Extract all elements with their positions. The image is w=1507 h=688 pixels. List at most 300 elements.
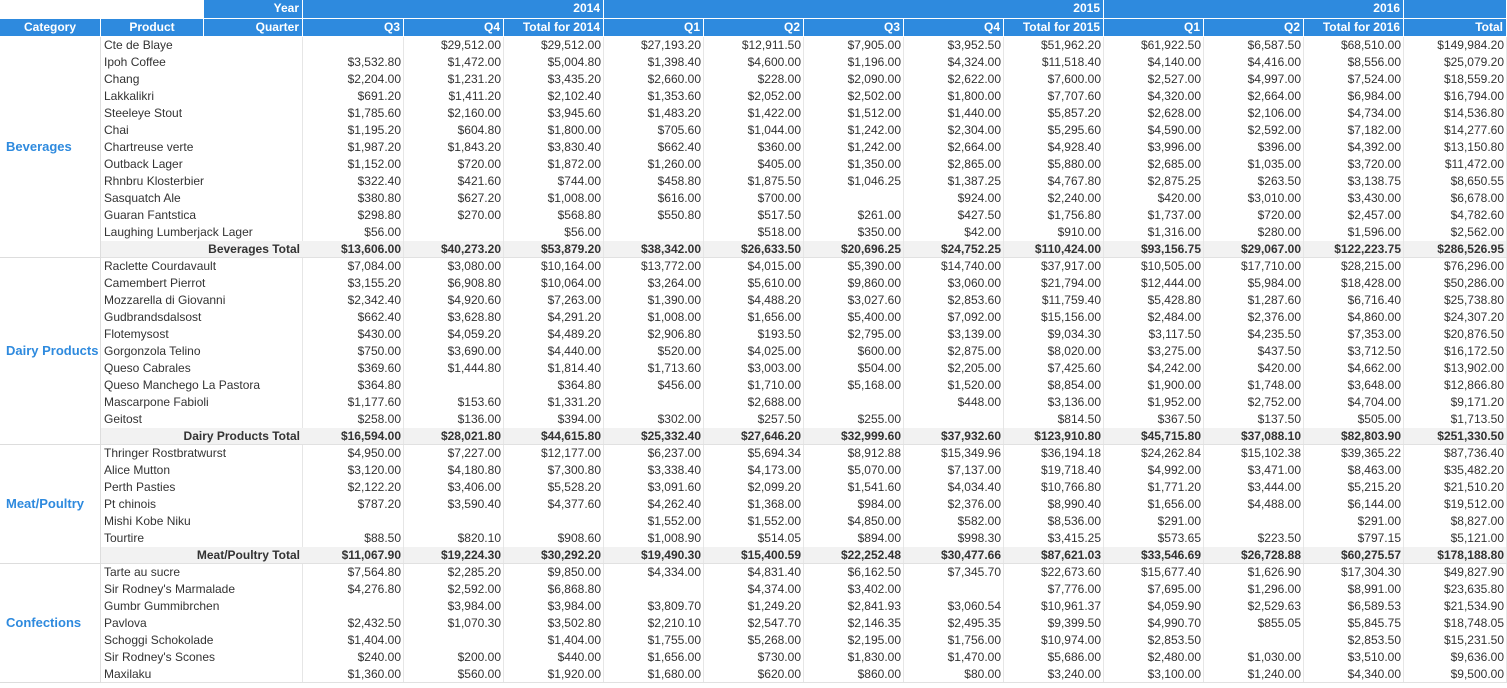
- value-cell: $4,377.60: [504, 496, 604, 513]
- value-cell: $1,404.00: [504, 632, 604, 649]
- value-cell: $4,320.00: [1104, 88, 1204, 105]
- year-header-label: Year: [204, 0, 303, 19]
- value-cell: $3,139.00: [904, 326, 1004, 343]
- value-cell: $3,712.50: [1304, 343, 1404, 360]
- product-cell: Raclette Courdavault: [101, 258, 303, 275]
- value-cell: $5,845.75: [1304, 615, 1404, 632]
- value-cell: $228.00: [704, 71, 804, 88]
- product-cell: Geitost: [101, 411, 303, 428]
- value-cell: $2,622.00: [904, 71, 1004, 88]
- value-cell: $255.00: [804, 411, 904, 428]
- value-cell: $369.60: [303, 360, 404, 377]
- value-cell: $518.00: [704, 224, 804, 241]
- value-cell: $620.00: [704, 666, 804, 683]
- category-cell[interactable]: Dairy Products: [0, 258, 101, 445]
- value-cell: $6,678.00: [1404, 190, 1507, 207]
- value-cell: $9,860.00: [804, 275, 904, 292]
- value-cell: $2,205.00: [904, 360, 1004, 377]
- value-cell: $7,564.80: [303, 564, 404, 581]
- product-cell: Sir Rodney's Marmalade: [101, 581, 303, 598]
- value-cell: $56.00: [504, 224, 604, 241]
- value-cell: $6,589.53: [1304, 598, 1404, 615]
- value-cell: $35,482.20: [1404, 462, 1507, 479]
- value-cell: $3,996.00: [1104, 139, 1204, 156]
- value-cell: $2,527.00: [1104, 71, 1204, 88]
- year-header-2015[interactable]: 2015: [604, 0, 1104, 19]
- value-cell: $5,295.60: [1004, 122, 1104, 139]
- value-cell: $3,155.20: [303, 275, 404, 292]
- value-cell: $3,590.40: [404, 496, 504, 513]
- year-header-2016[interactable]: 2016: [1104, 0, 1404, 19]
- value-cell: $1,196.00: [804, 54, 904, 71]
- value-cell: $5,168.00: [804, 377, 904, 394]
- value-cell: $3,060.00: [904, 275, 1004, 292]
- value-cell: $3,628.80: [404, 309, 504, 326]
- value-cell: $560.00: [404, 666, 504, 683]
- quarter-header[interactable]: Q3: [804, 19, 904, 37]
- value-cell: $7,707.60: [1004, 88, 1104, 105]
- subtotal-cell: $178,188.80: [1404, 547, 1507, 564]
- value-cell: $322.40: [303, 173, 404, 190]
- quarter-header[interactable]: Q1: [1104, 19, 1204, 37]
- value-cell: $5,880.00: [1004, 156, 1104, 173]
- value-cell: [604, 394, 704, 411]
- value-cell: $4,235.50: [1204, 326, 1304, 343]
- value-cell: [303, 37, 404, 54]
- value-cell: $29,512.00: [404, 37, 504, 54]
- subtotal-label: Dairy Products Total: [101, 428, 303, 445]
- value-cell: $2,592.00: [404, 581, 504, 598]
- value-cell: $2,685.00: [1104, 156, 1204, 173]
- value-cell: $2,660.00: [604, 71, 704, 88]
- value-cell: $3,117.50: [1104, 326, 1204, 343]
- value-cell: $2,160.00: [404, 105, 504, 122]
- value-cell: $2,752.00: [1204, 394, 1304, 411]
- value-cell: $19,718.40: [1004, 462, 1104, 479]
- product-cell: Steeleye Stout: [101, 105, 303, 122]
- value-cell: $7,300.80: [504, 462, 604, 479]
- value-cell: $80.00: [904, 666, 1004, 683]
- product-cell: Chai: [101, 122, 303, 139]
- subtotal-cell: $44,615.80: [504, 428, 604, 445]
- value-cell: $8,536.00: [1004, 513, 1104, 530]
- value-cell: $1,353.60: [604, 88, 704, 105]
- value-cell: $364.80: [303, 377, 404, 394]
- value-cell: $17,710.00: [1204, 258, 1304, 275]
- value-cell: $1,260.00: [604, 156, 704, 173]
- value-cell: $280.00: [1204, 224, 1304, 241]
- value-cell: [303, 598, 404, 615]
- value-cell: $3,690.00: [404, 343, 504, 360]
- value-cell: $1,422.00: [704, 105, 804, 122]
- value-cell: $3,952.50: [904, 37, 1004, 54]
- subtotal-cell: $33,546.69: [1104, 547, 1204, 564]
- value-cell: $4,034.40: [904, 479, 1004, 496]
- value-cell: $2,146.35: [804, 615, 904, 632]
- subtotal-cell: $123,910.80: [1004, 428, 1104, 445]
- value-cell: $504.00: [804, 360, 904, 377]
- value-cell: $2,457.00: [1304, 207, 1404, 224]
- value-cell: $787.20: [303, 496, 404, 513]
- value-cell: $8,854.00: [1004, 377, 1104, 394]
- value-cell: $29,512.00: [504, 37, 604, 54]
- value-cell: $705.60: [604, 122, 704, 139]
- value-cell: $420.00: [1104, 190, 1204, 207]
- value-cell: $4,997.00: [1204, 71, 1304, 88]
- subtotal-cell: $27,646.20: [704, 428, 804, 445]
- value-cell: $2,853.50: [1304, 632, 1404, 649]
- quarter-header[interactable]: Q3: [303, 19, 404, 37]
- value-cell: $1,044.00: [704, 122, 804, 139]
- value-cell: $3,120.00: [303, 462, 404, 479]
- value-cell: $1,656.00: [1104, 496, 1204, 513]
- value-cell: $4,374.00: [704, 581, 804, 598]
- value-cell: $1,755.00: [604, 632, 704, 649]
- value-cell: $3,415.25: [1004, 530, 1104, 547]
- product-cell: Tarte au sucre: [101, 564, 303, 581]
- value-cell: $3,060.54: [904, 598, 1004, 615]
- value-cell: $3,003.00: [704, 360, 804, 377]
- value-cell: $9,850.00: [504, 564, 604, 581]
- value-cell: $1,316.00: [1104, 224, 1204, 241]
- value-cell: $4,704.00: [1304, 394, 1404, 411]
- subtotal-cell: $24,752.25: [904, 241, 1004, 258]
- value-cell: $6,587.50: [1204, 37, 1304, 54]
- value-cell: $1,046.25: [804, 173, 904, 190]
- value-cell: $8,912.88: [804, 445, 904, 462]
- value-cell: $2,484.00: [1104, 309, 1204, 326]
- quarter-header[interactable]: Total for 2015: [1004, 19, 1104, 37]
- product-header[interactable]: Product: [101, 19, 204, 37]
- value-cell: $27,193.20: [604, 37, 704, 54]
- value-cell: $4,340.00: [1304, 666, 1404, 683]
- value-cell: $1,195.20: [303, 122, 404, 139]
- value-cell: $13,772.00: [604, 258, 704, 275]
- value-cell: $3,945.60: [504, 105, 604, 122]
- value-cell: $427.50: [904, 207, 1004, 224]
- value-cell: $730.00: [704, 649, 804, 666]
- value-cell: $9,636.00: [1404, 649, 1507, 666]
- value-cell: $28,215.00: [1304, 258, 1404, 275]
- value-cell: $261.00: [804, 207, 904, 224]
- value-cell: $1,470.00: [904, 649, 1004, 666]
- value-cell: $2,529.63: [1204, 598, 1304, 615]
- value-cell: $1,152.00: [303, 156, 404, 173]
- value-cell: $1,800.00: [904, 88, 1004, 105]
- value-cell: $1,030.00: [1204, 649, 1304, 666]
- value-cell: $6,868.80: [504, 581, 604, 598]
- value-cell: $2,795.00: [804, 326, 904, 343]
- value-cell: $1,872.00: [504, 156, 604, 173]
- value-cell: $1,713.60: [604, 360, 704, 377]
- value-cell: $458.80: [604, 173, 704, 190]
- value-cell: $8,991.00: [1304, 581, 1404, 598]
- value-cell: $12,911.50: [704, 37, 804, 54]
- value-cell: $1,737.00: [1104, 207, 1204, 224]
- subtotal-cell: $30,292.20: [504, 547, 604, 564]
- value-cell: $364.80: [504, 377, 604, 394]
- value-cell: $1,398.40: [604, 54, 704, 71]
- product-cell: Gudbrandsdalsost: [101, 309, 303, 326]
- value-cell: $4,734.00: [1304, 105, 1404, 122]
- value-cell: $396.00: [1204, 139, 1304, 156]
- quarter-header[interactable]: Q1: [604, 19, 704, 37]
- value-cell: [303, 513, 404, 530]
- value-cell: $4,291.20: [504, 309, 604, 326]
- value-cell: $11,472.00: [1404, 156, 1507, 173]
- value-cell: $2,210.10: [604, 615, 704, 632]
- value-cell: $42.00: [904, 224, 1004, 241]
- value-cell: $5,857.20: [1004, 105, 1104, 122]
- value-cell: $1,713.50: [1404, 411, 1507, 428]
- product-cell: Mascarpone Fabioli: [101, 394, 303, 411]
- quarter-header[interactable]: Total for 2016: [1304, 19, 1404, 37]
- value-cell: $11,518.40: [1004, 54, 1104, 71]
- subtotal-cell: $15,400.59: [704, 547, 804, 564]
- year-header-2014[interactable]: 2014: [303, 0, 604, 19]
- value-cell: [904, 411, 1004, 428]
- value-cell: $4,928.40: [1004, 139, 1104, 156]
- value-cell: $5,694.34: [704, 445, 804, 462]
- value-cell: $720.00: [1204, 207, 1304, 224]
- value-cell: $2,853.60: [904, 292, 1004, 309]
- value-cell: $4,950.00: [303, 445, 404, 462]
- value-cell: $4,662.00: [1304, 360, 1404, 377]
- value-cell: $5,610.00: [704, 275, 804, 292]
- value-cell: $550.80: [604, 207, 704, 224]
- subtotal-cell: $30,477.66: [904, 547, 1004, 564]
- value-cell: $11,759.40: [1004, 292, 1104, 309]
- value-cell: $394.00: [504, 411, 604, 428]
- value-cell: $2,480.00: [1104, 649, 1204, 666]
- product-cell: Guaran Fantstica: [101, 207, 303, 224]
- value-cell: $14,536.80: [1404, 105, 1507, 122]
- quarter-header[interactable]: Q2: [1204, 19, 1304, 37]
- value-cell: $2,090.00: [804, 71, 904, 88]
- category-cell[interactable]: Confections: [0, 564, 101, 683]
- value-cell: [504, 513, 604, 530]
- value-cell: $50,286.00: [1404, 275, 1507, 292]
- value-cell: $627.20: [404, 190, 504, 207]
- value-cell: $7,227.00: [404, 445, 504, 462]
- quarter-header[interactable]: Q4: [904, 19, 1004, 37]
- value-cell: $2,099.20: [704, 479, 804, 496]
- grand-total-header[interactable]: Total: [1404, 19, 1507, 37]
- product-cell: Pavlova: [101, 615, 303, 632]
- value-cell: $4,140.00: [1104, 54, 1204, 71]
- value-cell: $39,365.22: [1304, 445, 1404, 462]
- value-cell: $16,172.50: [1404, 343, 1507, 360]
- value-cell: $4,262.40: [604, 496, 704, 513]
- value-cell: $2,304.00: [904, 122, 1004, 139]
- value-cell: $200.00: [404, 649, 504, 666]
- value-cell: [604, 224, 704, 241]
- value-cell: $7,263.00: [504, 292, 604, 309]
- value-cell: $14,277.60: [1404, 122, 1507, 139]
- value-cell: $7,905.00: [804, 37, 904, 54]
- quarter-header[interactable]: Q4: [404, 19, 504, 37]
- header-corner: [0, 0, 204, 19]
- value-cell: $263.50: [1204, 173, 1304, 190]
- value-cell: $894.00: [804, 530, 904, 547]
- product-cell: Maxilaku: [101, 666, 303, 683]
- value-cell: $998.30: [904, 530, 1004, 547]
- product-cell: Ipoh Coffee: [101, 54, 303, 71]
- value-cell: $23,635.80: [1404, 581, 1507, 598]
- value-cell: $2,285.20: [404, 564, 504, 581]
- value-cell: $2,562.00: [1404, 224, 1507, 241]
- value-cell: [1204, 513, 1304, 530]
- value-cell: $7,695.00: [1104, 581, 1204, 598]
- value-cell: $3,091.60: [604, 479, 704, 496]
- product-cell: Gorgonzola Telino: [101, 343, 303, 360]
- value-cell: $2,628.00: [1104, 105, 1204, 122]
- value-cell: $7,092.00: [904, 309, 1004, 326]
- quarter-header[interactable]: Total for 2014: [504, 19, 604, 37]
- value-cell: $430.00: [303, 326, 404, 343]
- value-cell: [804, 394, 904, 411]
- value-cell: $1,404.00: [303, 632, 404, 649]
- value-cell: [804, 190, 904, 207]
- value-cell: $76,296.00: [1404, 258, 1507, 275]
- value-cell: $3,136.00: [1004, 394, 1104, 411]
- value-cell: $15,231.50: [1404, 632, 1507, 649]
- value-cell: $1,440.00: [904, 105, 1004, 122]
- value-cell: $750.00: [303, 343, 404, 360]
- category-cell[interactable]: Meat/Poultry: [0, 445, 101, 564]
- value-cell: $153.60: [404, 394, 504, 411]
- value-cell: $6,984.00: [1304, 88, 1404, 105]
- subtotal-cell: $40,273.20: [404, 241, 504, 258]
- quarter-header[interactable]: Q2: [704, 19, 804, 37]
- value-cell: $568.80: [504, 207, 604, 224]
- value-cell: $15,349.96: [904, 445, 1004, 462]
- value-cell: $1,350.00: [804, 156, 904, 173]
- product-cell: Outback Lager: [101, 156, 303, 173]
- value-cell: $3,240.00: [1004, 666, 1104, 683]
- value-cell: $18,428.00: [1304, 275, 1404, 292]
- value-cell: $36,194.18: [1004, 445, 1104, 462]
- value-cell: $68,510.00: [1304, 37, 1404, 54]
- value-cell: $9,034.30: [1004, 326, 1104, 343]
- value-cell: $19,512.00: [1404, 496, 1507, 513]
- value-cell: $291.00: [1304, 513, 1404, 530]
- value-cell: $616.00: [604, 190, 704, 207]
- value-cell: $1,512.00: [804, 105, 904, 122]
- value-cell: $3,010.00: [1204, 190, 1304, 207]
- value-cell: $1,287.60: [1204, 292, 1304, 309]
- value-cell: $1,800.00: [504, 122, 604, 139]
- value-cell: $1,626.90: [1204, 564, 1304, 581]
- value-cell: $691.20: [303, 88, 404, 105]
- value-cell: $4,025.00: [704, 343, 804, 360]
- value-cell: $662.40: [303, 309, 404, 326]
- value-cell: $12,866.80: [1404, 377, 1507, 394]
- product-cell: Cte de Blaye: [101, 37, 303, 54]
- category-header[interactable]: Category: [0, 19, 101, 37]
- product-cell: Camembert Pierrot: [101, 275, 303, 292]
- value-cell: $24,262.84: [1104, 445, 1204, 462]
- subtotal-cell: $29,067.00: [1204, 241, 1304, 258]
- value-cell: $1,830.00: [804, 649, 904, 666]
- value-cell: $1,240.00: [1204, 666, 1304, 683]
- value-cell: $4,276.80: [303, 581, 404, 598]
- product-cell: Mozzarella di Giovanni: [101, 292, 303, 309]
- value-cell: $600.00: [804, 343, 904, 360]
- value-cell: $1,596.00: [1304, 224, 1404, 241]
- product-cell: Pt chinois: [101, 496, 303, 513]
- value-cell: $3,080.00: [404, 258, 504, 275]
- value-cell: $2,841.93: [804, 598, 904, 615]
- value-cell: $6,908.80: [404, 275, 504, 292]
- value-cell: $1,008.90: [604, 530, 704, 547]
- value-cell: $3,984.00: [504, 598, 604, 615]
- value-cell: $10,064.00: [504, 275, 604, 292]
- value-cell: $814.50: [1004, 411, 1104, 428]
- value-cell: $4,782.60: [1404, 207, 1507, 224]
- product-cell: Lakkalikri: [101, 88, 303, 105]
- value-cell: $25,738.80: [1404, 292, 1507, 309]
- value-cell: $49,827.90: [1404, 564, 1507, 581]
- value-cell: [404, 377, 504, 394]
- value-cell: $4,920.60: [404, 292, 504, 309]
- value-cell: $1,748.00: [1204, 377, 1304, 394]
- value-cell: $1,387.25: [904, 173, 1004, 190]
- value-cell: $13,150.80: [1404, 139, 1507, 156]
- value-cell: [404, 224, 504, 241]
- subtotal-cell: $286,526.95: [1404, 241, 1507, 258]
- value-cell: $10,164.00: [504, 258, 604, 275]
- value-cell: $1,785.60: [303, 105, 404, 122]
- value-cell: $21,794.00: [1004, 275, 1104, 292]
- value-cell: $15,677.40: [1104, 564, 1204, 581]
- value-cell: $4,059.90: [1104, 598, 1204, 615]
- value-cell: $1,390.00: [604, 292, 704, 309]
- value-cell: $12,444.00: [1104, 275, 1204, 292]
- value-cell: $9,171.20: [1404, 394, 1507, 411]
- subtotal-cell: $26,633.50: [704, 241, 804, 258]
- value-cell: $2,122.20: [303, 479, 404, 496]
- value-cell: $2,664.00: [904, 139, 1004, 156]
- product-cell: Alice Mutton: [101, 462, 303, 479]
- value-cell: $1,771.20: [1104, 479, 1204, 496]
- value-cell: $4,990.70: [1104, 615, 1204, 632]
- value-cell: $1,249.20: [704, 598, 804, 615]
- value-cell: $5,215.20: [1304, 479, 1404, 496]
- value-cell: $520.00: [604, 343, 704, 360]
- value-cell: $4,334.00: [604, 564, 704, 581]
- value-cell: $2,502.00: [804, 88, 904, 105]
- product-cell: Rhnbru Klosterbier: [101, 173, 303, 190]
- value-cell: $4,324.00: [904, 54, 1004, 71]
- value-cell: $6,144.00: [1304, 496, 1404, 513]
- value-cell: $4,173.00: [704, 462, 804, 479]
- subtotal-cell: $93,156.75: [1104, 241, 1204, 258]
- value-cell: $2,875.25: [1104, 173, 1204, 190]
- value-cell: $4,059.20: [404, 326, 504, 343]
- value-cell: $2,052.00: [704, 88, 804, 105]
- value-cell: $7,353.00: [1304, 326, 1404, 343]
- value-cell: $4,489.20: [504, 326, 604, 343]
- value-cell: $1,231.20: [404, 71, 504, 88]
- product-cell: Chang: [101, 71, 303, 88]
- value-cell: $350.00: [804, 224, 904, 241]
- value-cell: $7,345.70: [904, 564, 1004, 581]
- category-cell[interactable]: Beverages: [0, 37, 101, 258]
- product-cell: Queso Cabrales: [101, 360, 303, 377]
- subtotal-cell: $122,223.75: [1304, 241, 1404, 258]
- value-cell: $1,680.00: [604, 666, 704, 683]
